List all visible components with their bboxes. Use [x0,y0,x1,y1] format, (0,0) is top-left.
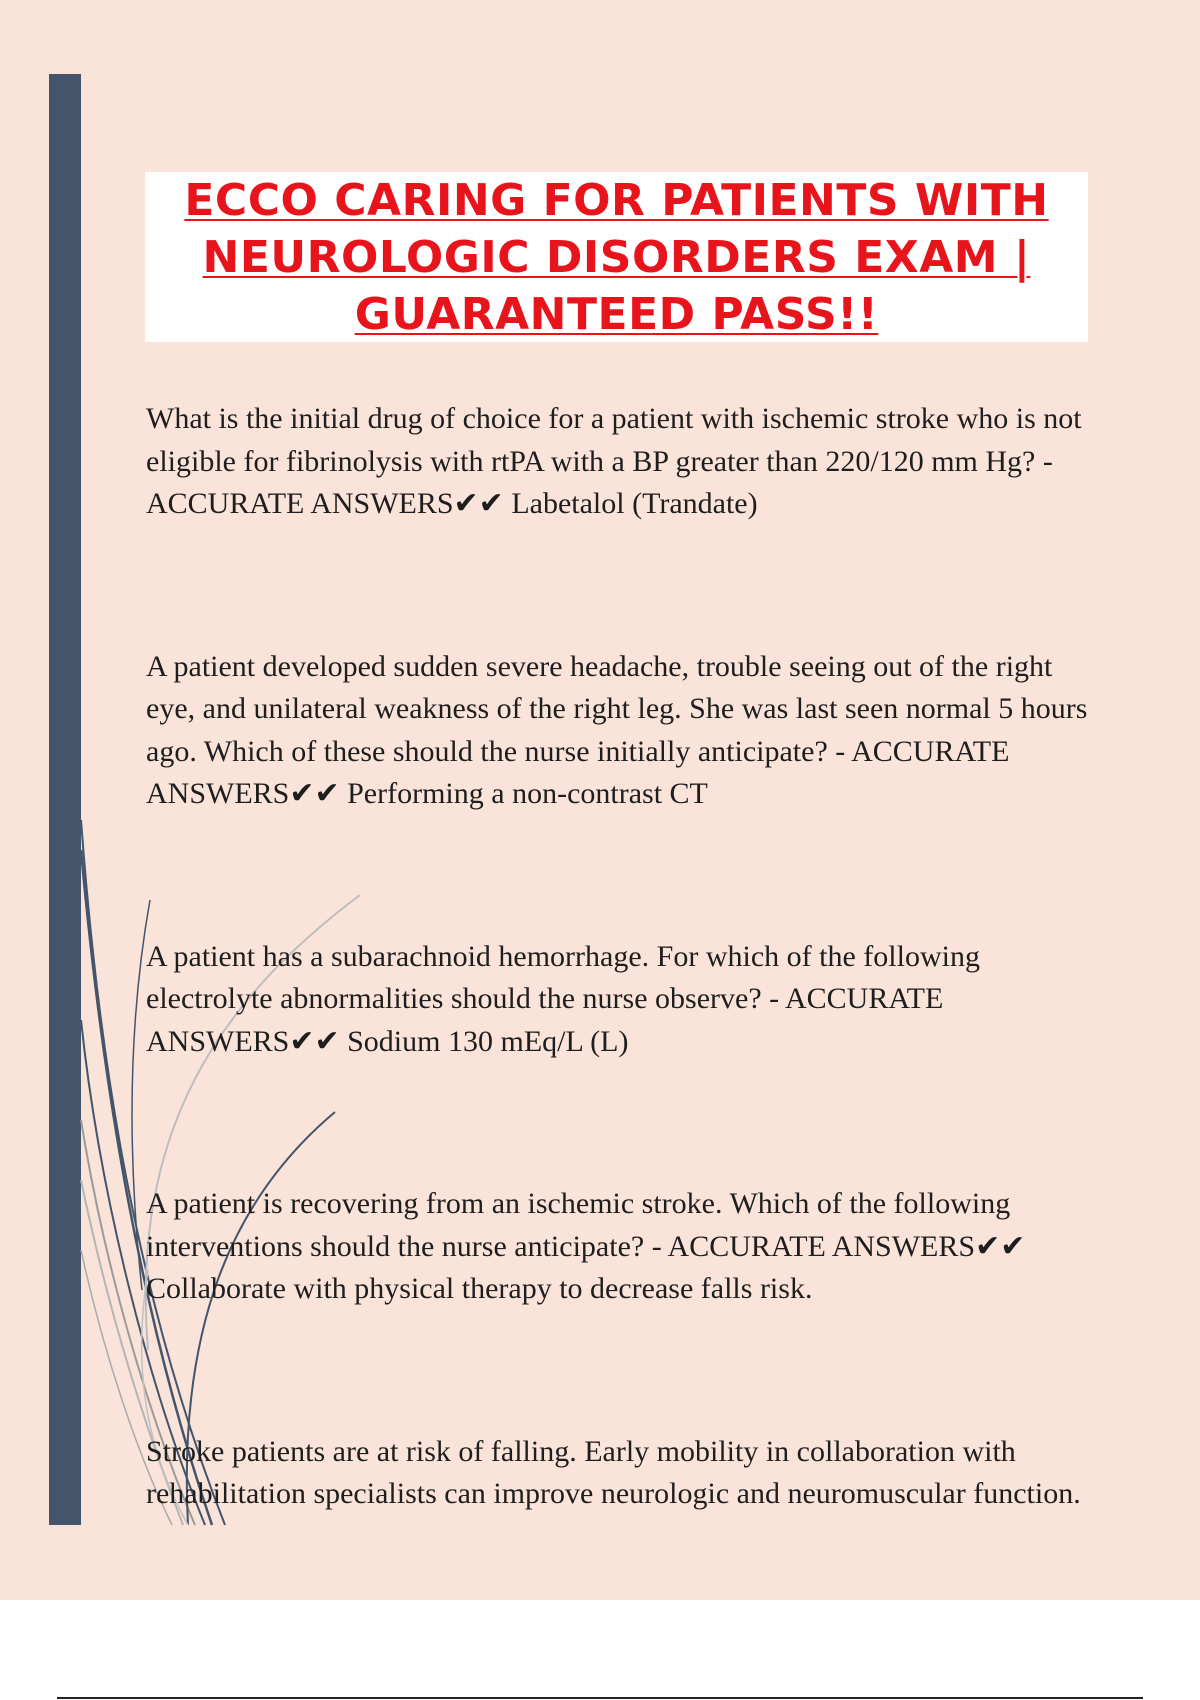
qa-entry-2: A patient developed sudden severe headache, trouble seeing out of the right eye, and unilateral weakness of the right leg. She was last seen normal 5 hours ago. Which of these should the nurse initially anticipate? - ACCURATE ANSWERS✔✔ Performing a non-contrast CT [146,649,1088,810]
qa-entry-1: What is the initial drug of choice for a patient with ischemic stroke who is not eligible for fibrinolysis with rtPA with a BP greater than 220/120 mm Hg? - ACCURATE ANSWERS✔✔ Labetalol (Trandate) [146,402,1082,520]
document-title: ECCO CARING FOR PATIENTS WITH NEUROLOGIC DISORDERS EXAM | GUARANTEED PASS!! [184,174,1049,340]
qa-entry-3: A patient has a subarachnoid hemorrhage. For which of the following electrolyte abnormalities should the nurse observe? - ACCURATE ANSWERS✔✔ Sodium 130 mEq/L (L) [146,939,980,1058]
qa-content [146,398,1096,1516]
footer-divider [57,1697,1143,1699]
qa-entry-4: A patient is recovering from an ischemic stroke. Which of the following interventions should the nurse anticipate? - ACCURATE ANSWERS✔✔ Collaborate with physical therapy to decrease falls risk. [146,1187,1026,1305]
title-box [145,172,1088,342]
qa-entry-5: Stroke patients are at risk of falling. Early mobility in collaboration with rehabilitation specialists can improve neurologic and neuromuscular function. [146,1434,1081,1510]
